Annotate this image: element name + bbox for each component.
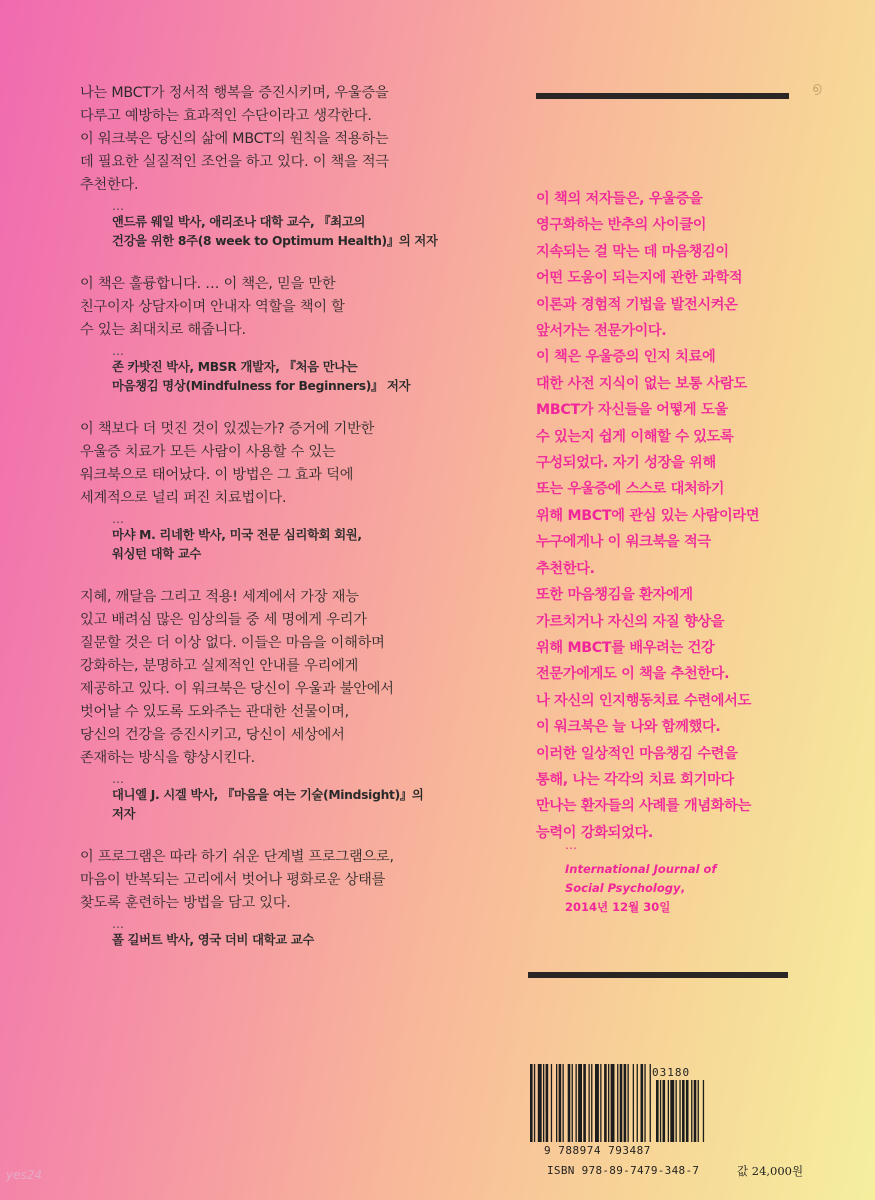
barcode-addon-bar bbox=[698, 1080, 699, 1142]
barcode-bar bbox=[624, 1064, 627, 1142]
review-ellipsis: … bbox=[565, 838, 577, 852]
review-line: 이 책은 우울증의 인지 치료에 bbox=[536, 349, 716, 366]
text-line: 우울증 치료가 모든 사람이 사용할 수 있는 bbox=[80, 444, 336, 460]
attribution-line: 마샤 M. 리네한 박사, 미국 전문 심리학회 회원, bbox=[112, 528, 362, 542]
price: 값 24,000원 bbox=[737, 1164, 804, 1178]
barcode-addon-bar bbox=[703, 1080, 704, 1142]
endorsement-attribution bbox=[112, 931, 410, 950]
text-line: 친구이자 상담자이며 안내자 역할을 책이 할 bbox=[80, 299, 345, 315]
barcode-addon-bar bbox=[660, 1080, 661, 1142]
source-date: 2014년 12월 30일 bbox=[565, 900, 671, 914]
text-line: 존재하는 방식을 향상시킨다. bbox=[80, 750, 255, 766]
barcode-bar bbox=[650, 1064, 651, 1142]
review-line: 능력이 강화되었다. bbox=[536, 824, 653, 841]
barcode-bar bbox=[637, 1064, 638, 1142]
review-line: 이 책의 저자들은, 우울증을 bbox=[536, 191, 703, 207]
review-line: 누구에게나 이 워크북을 적극 bbox=[536, 534, 711, 551]
barcode-bar bbox=[589, 1064, 590, 1142]
endorsements-column bbox=[80, 82, 438, 972]
review-line: 수 있는지 쉽게 이해할 수 있도록 bbox=[536, 428, 734, 445]
review-line: 통해, 나는 각각의 치료 회기마다 bbox=[536, 771, 734, 788]
endorsement-text bbox=[80, 273, 410, 342]
divider-rule bbox=[528, 972, 788, 978]
endorsement-attribution bbox=[112, 786, 424, 824]
barcode-bar bbox=[563, 1064, 564, 1142]
text-line: 이 책은 훌륭합니다. … 이 책은, 믿을 만한 bbox=[80, 276, 336, 292]
text-line: 세계적으로 널리 퍼진 치료법이다. bbox=[80, 490, 287, 506]
review-line: 이 워크북은 늘 나와 함께했다. bbox=[536, 719, 721, 736]
barcode-bar bbox=[620, 1064, 623, 1142]
text-line: 찾도록 훈련하는 방법을 담고 있다. bbox=[80, 895, 291, 911]
review-line: 위해 MBCT를 배우려는 건강 bbox=[536, 639, 715, 656]
endorsement bbox=[80, 586, 424, 824]
barcode-bar bbox=[543, 1064, 544, 1142]
text-line: 당신의 건강을 증진시키고, 당신이 세상에서 bbox=[80, 727, 345, 743]
divider-rule bbox=[536, 93, 789, 99]
text-line: 벗어날 수 있도록 도와주는 관대한 선물이며, bbox=[80, 704, 349, 720]
barcode-addon-bar bbox=[668, 1080, 669, 1142]
attribution-line: 대니엘 J. 시겔 박사, 『마음을 여는 기술(Mindsight)』의 bbox=[112, 788, 424, 802]
barcode-bar bbox=[595, 1064, 599, 1142]
barcode-addon-bar bbox=[676, 1080, 677, 1142]
barcode-bar bbox=[559, 1064, 562, 1142]
text-line: 이 프로그램은 따라 하기 쉬운 단계별 프로그램으로, bbox=[80, 849, 394, 865]
swirl-mark-icon: ൭ bbox=[812, 80, 822, 96]
barcode-bar bbox=[578, 1064, 582, 1142]
text-line: 이 워크북은 당신의 삶에 MBCT의 원칙을 적용하는 bbox=[80, 131, 389, 147]
barcode-bar bbox=[530, 1064, 533, 1142]
barcode-digits: 9 788974 793487 bbox=[544, 1144, 651, 1157]
endorsement bbox=[80, 846, 410, 950]
ellipsis: … bbox=[112, 344, 124, 358]
barcode-bar bbox=[568, 1064, 571, 1142]
text-line: 데 필요한 실질적인 조언을 하고 있다. 이 책을 적극 bbox=[80, 154, 389, 170]
review-line: 위해 MBCT에 관심 있는 사람이라면 bbox=[536, 507, 760, 524]
text-line: 있고 배려심 많은 임상의들 중 세 명에게 우리가 bbox=[80, 612, 367, 628]
attribution-line: 건강을 위한 8주(8 week to Optimum Health)』의 저자 bbox=[112, 234, 438, 248]
barcode-bar bbox=[608, 1064, 609, 1142]
barcode-bar bbox=[551, 1064, 552, 1142]
barcode-bar bbox=[534, 1064, 535, 1142]
watermark: yes24 bbox=[6, 1168, 43, 1182]
featured-review bbox=[536, 186, 796, 846]
endorsement-text bbox=[80, 418, 410, 510]
barcode-addon-bar bbox=[691, 1080, 692, 1142]
attribution-line: 폴 길버트 박사, 영국 더비 대학교 교수 bbox=[112, 933, 314, 947]
endorsement-text bbox=[80, 586, 410, 770]
barcode-bar bbox=[628, 1064, 629, 1142]
barcode-bar bbox=[538, 1064, 542, 1142]
barcode-bar bbox=[583, 1064, 586, 1142]
text-line: 다루고 예방하는 효과적인 수단이라고 생각한다. bbox=[80, 108, 372, 124]
text-line: 강화하는, 분명하고 실제적인 안내를 우리에게 bbox=[80, 658, 359, 674]
isbn-number: ISBN 978-89-7479-348-7 bbox=[547, 1164, 700, 1177]
barcode-addon-bar bbox=[694, 1080, 697, 1142]
barcode-addon-bar bbox=[656, 1080, 659, 1142]
endorsement-attribution bbox=[112, 213, 438, 251]
endorsement-attribution bbox=[112, 526, 410, 564]
review-line: 전문가에게도 이 책을 추천한다. bbox=[536, 666, 730, 683]
ellipsis: … bbox=[112, 917, 124, 931]
barcode-bar bbox=[611, 1064, 615, 1142]
attribution-line: 마음챙김 명상(Mindfulness for Beginners)』 저자 bbox=[112, 379, 411, 393]
barcode-addon-bar bbox=[670, 1080, 674, 1142]
review-line: 나 자신의 인지행동치료 수련에서도 bbox=[536, 692, 751, 709]
barcode-bar bbox=[600, 1064, 601, 1142]
barcode-bar bbox=[546, 1064, 549, 1142]
text-line: 지혜, 깨달음 그리고 적용! 세계에서 가장 재능 bbox=[80, 589, 359, 605]
text-line: 수 있는 최대치로 해줍니다. bbox=[80, 322, 246, 338]
review-line: 대한 사전 지식이 없는 보통 사람도 bbox=[536, 375, 747, 392]
barcode-bar bbox=[617, 1064, 618, 1142]
ellipsis: … bbox=[112, 199, 124, 213]
barcode-bar bbox=[556, 1064, 557, 1142]
review-line: 가르치거나 자신의 자질 향상을 bbox=[536, 613, 725, 630]
review-line: MBCT가 자신들을 어떻게 도울 bbox=[536, 402, 728, 419]
text-line: 추천한다. bbox=[80, 177, 139, 193]
attribution-line: 워싱턴 대학 교수 bbox=[112, 547, 202, 561]
text-line: 나는 MBCT가 정서적 행복을 증진시키며, 우울증을 bbox=[80, 85, 389, 101]
barcode-addon-bar bbox=[679, 1080, 680, 1142]
review-line: 또는 우울증에 스스로 대처하기 bbox=[536, 481, 725, 498]
endorsement-attribution bbox=[112, 358, 410, 396]
barcode-addon-bar bbox=[663, 1080, 666, 1142]
attribution-line: 앤드류 웨일 박사, 애리조나 대학 교수, 『최고의 bbox=[112, 215, 366, 229]
barcode-bar bbox=[572, 1064, 573, 1142]
endorsement bbox=[80, 273, 410, 396]
review-line: 추천한다. bbox=[536, 560, 595, 577]
review-line: 어떤 도움이 되는지에 관한 과학적 bbox=[536, 270, 743, 287]
attribution-line: 저자 bbox=[112, 807, 136, 821]
barcode-bar bbox=[633, 1064, 634, 1142]
barcode-bar bbox=[641, 1064, 644, 1142]
review-line: 영구화하는 반추의 사이클이 bbox=[536, 217, 707, 234]
barcode-bar bbox=[591, 1064, 592, 1142]
barcode-bar bbox=[576, 1064, 577, 1142]
review-line: 이론과 경험적 기법을 발전시켜온 bbox=[536, 296, 738, 313]
text-line: 이 책보다 더 멋진 것이 있겠는가? 증거에 기반한 bbox=[80, 421, 375, 437]
text-line: 질문할 것은 더 이상 없다. 이들은 마음을 이해하며 bbox=[80, 635, 385, 651]
attribution-line: 존 카밧진 박사, MBSR 개발자, 『처음 만나는 bbox=[112, 360, 358, 374]
source-line: International Journal of bbox=[565, 862, 717, 876]
barcode-bar bbox=[604, 1064, 607, 1142]
review-line: 만나는 환자들의 사례를 개념화하는 bbox=[536, 798, 751, 815]
review-line: 또한 마음챙김을 환자에게 bbox=[536, 587, 693, 604]
review-line: 지속되는 걸 막는 데 마음챙김이 bbox=[536, 243, 729, 260]
text-line: 제공하고 있다. 이 워크북은 당신이 우울과 불안에서 bbox=[80, 681, 394, 697]
barcode-addon-bar bbox=[682, 1080, 685, 1142]
review-line: 이러한 일상적인 마음챙김 수련을 bbox=[536, 745, 738, 762]
barcode-addon-digits: 03180 bbox=[652, 1066, 691, 1079]
barcode-addon-bar bbox=[686, 1080, 689, 1142]
barcode-bar bbox=[644, 1064, 645, 1142]
text-line: 마음이 반복되는 고리에서 벗어나 평화로운 상태를 bbox=[80, 872, 386, 888]
source-line: Social Psychology bbox=[565, 881, 681, 895]
endorsement bbox=[80, 418, 410, 564]
review-source: International Journal of Social Psychology, 2014년 12월 30일 bbox=[565, 860, 716, 917]
review-line: 구성되었다. 자기 성장을 위해 bbox=[536, 455, 716, 472]
review-line: 앞서가는 전문가이다. bbox=[536, 323, 667, 340]
endorsement-text bbox=[80, 846, 410, 915]
ellipsis: … bbox=[112, 512, 124, 526]
endorsement bbox=[80, 82, 438, 251]
ellipsis: … bbox=[112, 772, 124, 786]
endorsement-text bbox=[80, 82, 410, 197]
text-line: 워크북으로 태어났다. 이 방법은 그 효과 덕에 bbox=[80, 467, 354, 483]
